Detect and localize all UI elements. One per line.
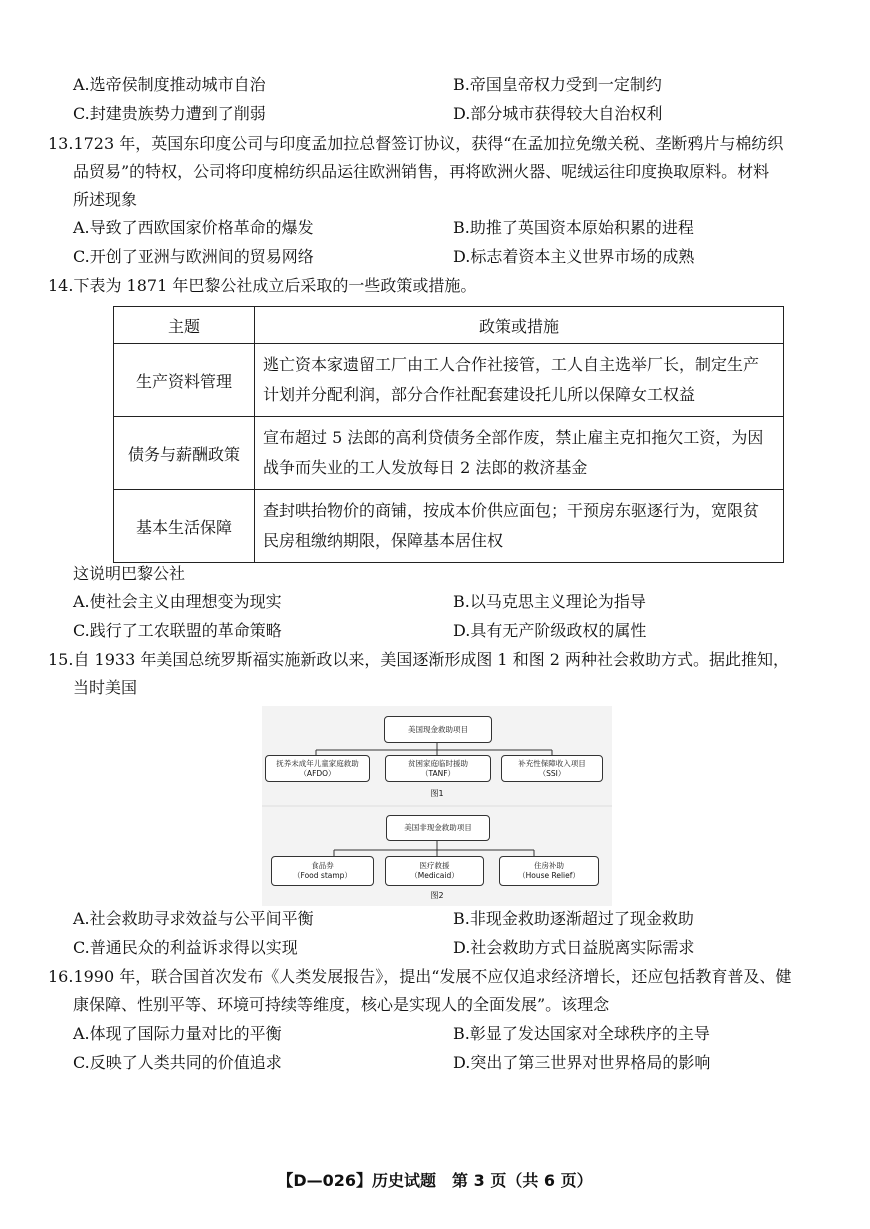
- fig2-child-box: [499, 856, 599, 886]
- fig1-caption: 图1: [430, 789, 444, 798]
- fig2-child-name: 食品券: [311, 861, 334, 870]
- q13-option-c: C.开创了亚洲与欧洲间的贸易网络: [73, 247, 314, 266]
- fig2-child-box: [385, 856, 484, 886]
- q14-option-d: D.具有无产阶级政权的属性: [453, 621, 647, 640]
- table-cell-topic: 生产资料管理: [114, 344, 255, 417]
- q12-option-d: D.部分城市获得较大自治权利: [453, 104, 663, 123]
- table-cell-policy: 宣布超过 5 法郎的高利贷债务全部作废，禁止雇主克扣拖欠工资，为因战争而失业的工人发放每日 2 法郎的救济基金: [255, 417, 784, 490]
- q16-option-b: B.彰显了发达国家对全球秩序的主导: [453, 1024, 710, 1043]
- page-footer: 【D—026】历史试题 第 3 页（共 6 页）: [277, 1171, 593, 1190]
- fig1-child-box: [501, 755, 603, 782]
- fig2-child-box: [271, 856, 374, 886]
- table-header-row: [114, 307, 784, 344]
- fig2-root-box: [386, 815, 490, 841]
- fig1-child-abbr: （AFDO）: [299, 768, 336, 778]
- q13-option-d: D.标志着资本主义世界市场的成熟: [453, 247, 695, 266]
- table-cell-policy: 逃亡资本家遗留工厂由工人合作社接管，工人自主选举厂长，制定生产计划并分配利润，部分合作社配套建设托儿所以保障女工权益: [255, 344, 784, 417]
- fig2-child-name: 住房补助: [534, 861, 564, 870]
- q15-option-b: B.非现金救助逐渐超过了现金救助: [453, 909, 694, 928]
- q15-option-c: C.普通民众的利益诉求得以实现: [73, 938, 298, 957]
- q16-stem-line2: 康保障、性别平等、环境可持续等维度，核心是实现人的全面发展”。该理念: [73, 995, 610, 1014]
- table-cell-topic: 基本生活保障: [114, 490, 255, 563]
- q16-option-d: D.突出了第三世界对世界格局的影响: [453, 1053, 711, 1072]
- fig2-root-label: 美国非现金救助项目: [404, 823, 472, 832]
- q14-option-b: B.以马克思主义理论为指导: [453, 592, 646, 611]
- social-assistance-figure: [262, 706, 612, 906]
- fig2-caption: 图2: [430, 891, 444, 900]
- q15-stem-line2: 当时美国: [73, 678, 138, 697]
- q12-option-b: B.帝国皇帝权力受到一定制约: [453, 75, 662, 94]
- fig1-child-box: [265, 755, 370, 782]
- fig1-root-box: [384, 716, 492, 743]
- paris-commune-policy-table: [113, 306, 784, 563]
- q14-conclusion: 这说明巴黎公社: [73, 564, 186, 583]
- q12-option-c: C.封建贵族势力遭到了削弱: [73, 104, 266, 123]
- fig2-child-abbr: （Food stamp）: [293, 871, 352, 880]
- table-row: [114, 490, 784, 563]
- q16-stem-line1: 16.1990 年，联合国首次发布《人类发展报告》，提出“发展不应仅追求经济增长，还应包括教育普及、健: [48, 967, 792, 986]
- table-cell-topic: 债务与薪酬政策: [114, 417, 255, 490]
- fig2-child-abbr: （Medicaid）: [410, 871, 459, 880]
- table-header-policy: 政策或措施: [255, 307, 784, 344]
- q14-option-a: A.使社会主义由理想变为现实: [73, 592, 282, 611]
- q13-option-b: B.助推了英国资本原始积累的进程: [453, 218, 694, 237]
- q16-option-c: C.反映了人类共同的价值追求: [73, 1053, 282, 1072]
- fig2-child-abbr: （House Relief）: [518, 871, 580, 880]
- table-row: [114, 417, 784, 490]
- q15-option-a: A.社会救助寻求效益与公平间平衡: [73, 909, 314, 928]
- q13-stem-line1: 13.1723 年，英国东印度公司与印度孟加拉总督签订协议，获得“在孟加拉免缴关税、垄断鸦片与棉纺织: [48, 134, 784, 153]
- table-header-topic: 主题: [114, 307, 255, 344]
- q12-option-a: A.选帝侯制度推动城市自治: [73, 75, 266, 94]
- q14-option-c: C.践行了工农联盟的革命策略: [73, 621, 282, 640]
- table-cell-policy: 查封哄抬物价的商铺，按成本价供应面包；干预房东驱逐行为，宽限贫民房租缴纳期限，保障基本居住权: [255, 490, 784, 563]
- q14-stem: 14.下表为 1871 年巴黎公社成立后采取的一些政策或措施。: [48, 276, 477, 295]
- fig1-child-abbr: （SSI）: [538, 768, 566, 778]
- fig1-root-label: 美国现金救助项目: [408, 724, 468, 734]
- q13-option-a: A.导致了西欧国家价格革命的爆发: [73, 218, 314, 237]
- fig1-child-name: 补充性保障收入项目: [518, 758, 586, 768]
- fig1-child-name: 贫困家庭临时援助: [408, 758, 468, 768]
- q13-stem-line2: 品贸易”的特权，公司将印度棉纺织品运往欧洲销售，再将欧洲火器、呢绒运往印度换取原料。材料: [73, 162, 770, 181]
- q15-stem-line1: 15.自 1933 年美国总统罗斯福实施新政以来，美国逐渐形成图 1 和图 2 两种社会救助方式。据此推知，: [48, 650, 790, 669]
- fig1-child-box: [385, 755, 491, 782]
- q16-option-a: A.体现了国际力量对比的平衡: [73, 1024, 282, 1043]
- table-row: [114, 344, 784, 417]
- fig1-child-abbr: （TANF）: [420, 768, 456, 778]
- fig2-child-name: 医疗救援: [419, 861, 450, 870]
- q15-option-d: D.社会救助方式日益脱离实际需求: [453, 938, 695, 957]
- fig1-child-name: 抚养未成年儿童家庭救助: [276, 758, 359, 768]
- q13-stem-line3: 所述现象: [73, 190, 138, 209]
